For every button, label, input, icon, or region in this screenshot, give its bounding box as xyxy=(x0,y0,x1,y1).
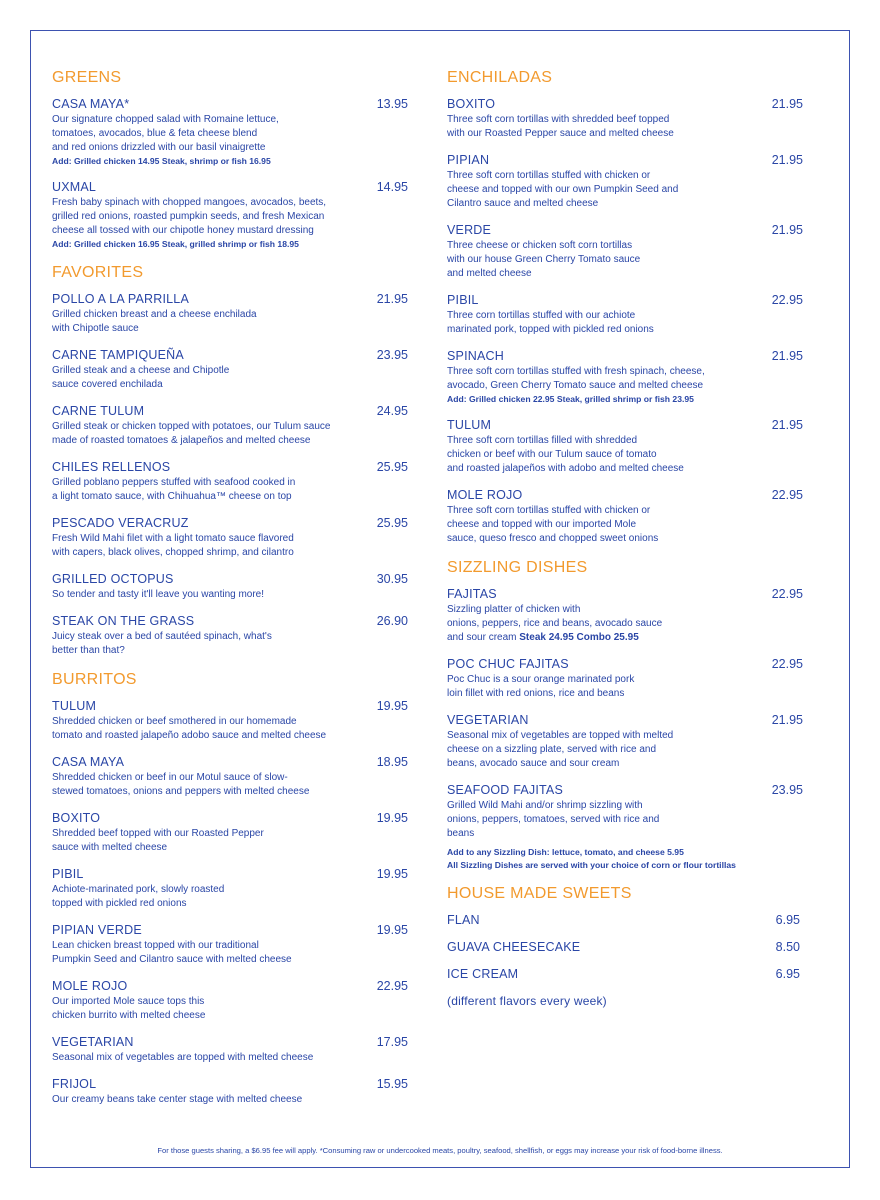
item-name: CHILES RELLENOS xyxy=(52,460,171,474)
description-line: Lean chicken breast topped with our traditional xyxy=(52,940,259,951)
menu-section-favorites xyxy=(52,263,408,658)
menu-item-header xyxy=(447,488,803,503)
item-price: 21.95 xyxy=(771,223,803,237)
description-line: Grilled steak or chicken topped with potatoes, our Tulum sauce xyxy=(52,421,331,432)
item-name: GRILLED OCTOPUS xyxy=(52,572,174,586)
item-price: 21.95 xyxy=(771,97,803,111)
item-description xyxy=(447,309,803,337)
section-title: FAVORITES xyxy=(52,264,144,281)
item-description xyxy=(52,476,408,504)
description-line: Three cheese or chicken soft corn tortillas xyxy=(447,240,633,251)
description-line: Shredded chicken or beef in our Motul sauce of slow- xyxy=(52,772,288,783)
add-on-note: Add: Grilled chicken 22.95 Steak, grilled shrimp or fish 23.95 xyxy=(447,394,694,404)
add-on-note: Add: Grilled chicken 16.95 Steak, grilled shrimp or fish 18.95 xyxy=(52,239,299,249)
item-name: UXMAL xyxy=(52,180,97,194)
description-line: and red onions drizzled with our basil vinaigrette xyxy=(52,142,266,153)
menu-item-vegetarian xyxy=(52,1035,408,1065)
item-description xyxy=(52,827,408,855)
menu-item-seafood-fajitas xyxy=(447,783,803,872)
description-line: a light tomato sauce, with Chihuahua™ cheese on top xyxy=(52,491,292,502)
section-title: BURRITOS xyxy=(52,671,137,688)
item-description xyxy=(447,603,803,645)
item-description xyxy=(52,771,408,799)
item-price: 21.95 xyxy=(771,349,803,363)
description-line: with capers, black olives, chopped shrimp, and cilantro xyxy=(52,547,294,558)
description-line: onions, peppers, tomatoes, served with rice and xyxy=(447,814,660,825)
item-name: POC CHUC FAJITAS xyxy=(447,657,569,671)
menu-item-spinach xyxy=(447,349,803,406)
menu-item-mole-rojo xyxy=(447,488,803,546)
menu-item-header xyxy=(447,940,803,955)
item-description xyxy=(52,420,408,448)
item-description xyxy=(52,1093,408,1107)
description-line: with Chipotle sauce xyxy=(52,323,139,334)
add-on-note: Add: Grilled chicken 14.95 Steak, shrimp or fish 16.95 xyxy=(52,156,271,166)
item-name: ICE CREAM xyxy=(447,967,519,981)
menu-item-carne-tulum xyxy=(52,404,408,448)
item-description xyxy=(52,308,408,336)
menu-item-frijol xyxy=(52,1077,408,1107)
section-title: ENCHILADAS xyxy=(447,69,553,86)
left-column xyxy=(52,68,408,1119)
description-line: sauce with melted cheese xyxy=(52,842,168,853)
item-description xyxy=(52,630,408,658)
description-line: Our signature chopped salad with Romaine lettuce, xyxy=(52,114,279,125)
item-description xyxy=(52,196,408,238)
menu-item-header xyxy=(447,967,803,982)
description-text: and sour cream xyxy=(447,632,517,643)
item-name: CASA MAYA xyxy=(52,755,125,769)
item-name: VEGETARIAN xyxy=(52,1035,134,1049)
menu-item-header xyxy=(52,348,408,363)
menu-item-header xyxy=(447,913,803,928)
menu-item-mole-rojo xyxy=(52,979,408,1023)
description-line: loin fillet with red onions, rice and beans xyxy=(447,688,625,699)
item-description xyxy=(52,939,408,967)
menu-item-header xyxy=(447,97,803,112)
description-line: Three soft corn tortillas stuffed with fresh spinach, cheese, xyxy=(447,366,705,377)
menu-item-header xyxy=(52,979,408,994)
menu-item-vegetarian xyxy=(447,713,803,771)
item-name: VERDE xyxy=(447,223,492,237)
item-price: 23.95 xyxy=(771,783,803,797)
description-line: Grilled Wild Mahi and/or shrimp sizzling with xyxy=(447,800,643,811)
description-line: cheese and topped with our imported Mole xyxy=(447,519,637,530)
description-line: Grilled steak and a cheese and Chipotle xyxy=(52,365,230,376)
description-line: Pumpkin Seed and Cilantro sauce with melted cheese xyxy=(52,954,292,965)
item-price: 24.95 xyxy=(376,404,408,418)
description-line: made of roasted tomatoes & jalapeños and melted cheese xyxy=(52,435,311,446)
description-line: Juicy steak over a bed of sautéed spinach, what's xyxy=(52,631,272,642)
item-price: 22.95 xyxy=(376,979,408,993)
item-description xyxy=(447,799,803,841)
description-line: tomato and roasted jalapeño adobo sauce and melted cheese xyxy=(52,730,327,741)
description-line: Fresh Wild Mahi filet with a light tomato sauce flavored xyxy=(52,533,294,544)
description-line: Three soft corn tortillas with shredded beef topped xyxy=(447,114,670,125)
menu-item-header xyxy=(52,614,408,629)
menu-item-header xyxy=(52,292,408,307)
menu-item-header xyxy=(447,223,803,238)
item-price: 21.95 xyxy=(376,292,408,306)
item-name: MOLE ROJO xyxy=(447,488,523,502)
menu-item-header xyxy=(52,867,408,882)
item-price: 21.95 xyxy=(771,153,803,167)
menu-item-header xyxy=(447,657,803,672)
item-description xyxy=(52,113,408,155)
item-price: 19.95 xyxy=(376,699,408,713)
menu-item-header xyxy=(52,180,408,195)
dessert-flan xyxy=(447,913,803,928)
menu-item-header xyxy=(447,587,803,602)
item-price: 21.95 xyxy=(771,418,803,432)
menu-section-sizzling-dishes xyxy=(447,558,803,872)
description-line: Seasonal mix of vegetables are topped with melted xyxy=(447,730,674,741)
add-on-note: All Sizzling Dishes are served with your choice of corn or flour tortillas xyxy=(447,860,736,870)
item-price: 25.95 xyxy=(376,460,408,474)
menu-item-pescado-veracruz xyxy=(52,516,408,560)
item-description xyxy=(52,995,408,1023)
item-price: 13.95 xyxy=(376,97,408,111)
item-name: CARNE TAMPIQUEÑA xyxy=(52,348,184,362)
item-price: 22.95 xyxy=(771,587,803,601)
item-price: 23.95 xyxy=(376,348,408,362)
menu-item-header xyxy=(52,811,408,826)
item-description xyxy=(447,365,803,393)
description-line: Shredded chicken or beef smothered in our homemade xyxy=(52,716,297,727)
item-name: TULUM xyxy=(52,699,97,713)
description-line: Three soft corn tortillas stuffed with chicken or xyxy=(447,505,651,516)
item-price: 22.95 xyxy=(771,293,803,307)
item-description xyxy=(447,239,803,281)
item-name: PIPIAN VERDE xyxy=(52,923,142,937)
item-price: 26.90 xyxy=(376,614,408,628)
menu-item-chiles-rellenos xyxy=(52,460,408,504)
menu-item-steak-on-the-grass xyxy=(52,614,408,658)
item-description xyxy=(447,169,803,211)
description-line xyxy=(447,631,803,645)
item-name: GUAVA CHEESECAKE xyxy=(447,940,581,954)
menu-item-header xyxy=(52,97,408,112)
description-line: Three soft corn tortillas stuffed with chicken or xyxy=(447,170,651,181)
item-price: 17.95 xyxy=(376,1035,408,1049)
menu-item-boxito xyxy=(447,97,803,141)
description-line: Poc Chuc is a sour orange marinated pork xyxy=(447,674,635,685)
item-description xyxy=(52,588,408,602)
item-price: 19.95 xyxy=(376,811,408,825)
description-line: Fresh baby spinach with chopped mangoes, avocados, beets, xyxy=(52,197,327,208)
item-name: MOLE ROJO xyxy=(52,979,128,993)
menu-item-pipian xyxy=(447,153,803,211)
item-price: 21.95 xyxy=(771,713,803,727)
menu-item-poc-chuc-fajitas xyxy=(447,657,803,701)
description-line: cheese on a sizzling plate, served with rice and xyxy=(447,744,657,755)
description-line: onions, peppers, rice and beans, avocado sauce xyxy=(447,618,663,629)
item-price: 22.95 xyxy=(771,657,803,671)
menu-item-header xyxy=(447,783,803,798)
item-description xyxy=(447,434,803,476)
menu-item-header xyxy=(52,572,408,587)
description-line: Shredded beef topped with our Roasted Pepper xyxy=(52,828,264,839)
menu-item-header xyxy=(52,404,408,419)
menu-item-pibil xyxy=(52,867,408,911)
item-name: FLAN xyxy=(447,913,480,927)
item-price: 30.95 xyxy=(376,572,408,586)
section-title: HOUSE MADE SWEETS xyxy=(447,885,632,902)
item-name: CARNE TULUM xyxy=(52,404,145,418)
menu-item-casa-maya xyxy=(52,97,408,168)
item-name: SEAFOOD FAJITAS xyxy=(447,783,563,797)
item-price: 19.95 xyxy=(376,923,408,937)
menu-item-fajitas xyxy=(447,587,803,645)
description-line: Sizzling platter of chicken with xyxy=(447,604,581,615)
item-price: 6.95 xyxy=(775,967,800,981)
description-line: avocado, Green Cherry Tomato sauce and melted cheese xyxy=(447,380,704,391)
menu-item-header xyxy=(52,699,408,714)
description-line: stewed tomatoes, onions and peppers with melted cheese xyxy=(52,786,310,797)
menu-item-grilled-octopus xyxy=(52,572,408,602)
description-line: beans xyxy=(447,828,475,839)
item-name: POLLO A LA PARRILLA xyxy=(52,292,189,306)
item-price: 18.95 xyxy=(376,755,408,769)
item-price: 6.95 xyxy=(775,913,800,927)
menu-item-pollo-a-la-parrilla xyxy=(52,292,408,336)
item-name: CASA MAYA* xyxy=(52,97,130,111)
menu-item-header xyxy=(52,923,408,938)
description-line: Seasonal mix of vegetables are topped with melted cheese xyxy=(52,1052,314,1063)
menu-item-carne-tampiquena xyxy=(52,348,408,392)
menu-item-boxito xyxy=(52,811,408,855)
item-description xyxy=(52,532,408,560)
section-title: GREENS xyxy=(52,69,122,86)
item-price: 15.95 xyxy=(376,1077,408,1091)
menu-item-pibil xyxy=(447,293,803,337)
menu-item-pipian-verde xyxy=(52,923,408,967)
add-on-notes xyxy=(447,846,803,872)
menu-section-house-made-sweets xyxy=(447,884,803,1009)
item-name: VEGETARIAN xyxy=(447,713,529,727)
item-price: 25.95 xyxy=(376,516,408,530)
description-line: better than that? xyxy=(52,645,125,656)
item-price: 22.95 xyxy=(771,488,803,502)
description-line: marinated pork, topped with pickled red onions xyxy=(447,324,654,335)
description-line: Grilled chicken breast and a cheese enchilada xyxy=(52,309,257,320)
menu-item-header xyxy=(447,293,803,308)
item-price: 19.95 xyxy=(376,867,408,881)
item-description xyxy=(52,715,408,743)
description-line: beans, avocado sauce and sour cream xyxy=(447,758,620,769)
menu-item-uxmal xyxy=(52,180,408,251)
item-name: TULUM xyxy=(447,418,492,432)
description-line: with our house Green Cherry Tomato sauce xyxy=(447,254,641,265)
menu-item-header xyxy=(447,418,803,433)
description-line: Three corn tortillas stuffed with our achiote xyxy=(447,310,636,321)
description-line: chicken or beef with our Tulum sauce of tomato xyxy=(447,449,657,460)
menu-section-enchiladas xyxy=(447,68,803,546)
item-description xyxy=(447,673,803,701)
add-on-note: Add to any Sizzling Dish: lettuce, tomato, and cheese 5.95 xyxy=(447,847,684,857)
item-description xyxy=(52,364,408,392)
dessert-ice-cream xyxy=(447,967,803,982)
item-price: 14.95 xyxy=(376,180,408,194)
menu-item-header xyxy=(447,349,803,364)
menu-item-header xyxy=(52,516,408,531)
menu-item-header xyxy=(52,755,408,770)
upgrade-price: Steak 24.95 Combo 25.95 xyxy=(519,632,639,643)
description-line: cheese and topped with our own Pumpkin Seed and xyxy=(447,184,679,195)
right-column xyxy=(447,68,803,1013)
item-description xyxy=(447,729,803,771)
menu-item-verde xyxy=(447,223,803,281)
item-name: BOXITO xyxy=(52,811,101,825)
menu-item-tulum xyxy=(447,418,803,476)
description-line: sauce covered enchilada xyxy=(52,379,163,390)
description-line: Our creamy beans take center stage with melted cheese xyxy=(52,1094,303,1105)
description-line: Grilled poblano peppers stuffed with seafood cooked in xyxy=(52,477,296,488)
description-line: Three soft corn tortillas filled with shredded xyxy=(447,435,638,446)
menu-item-header xyxy=(52,1077,408,1092)
item-price: 8.50 xyxy=(775,940,800,954)
description-line: So tender and tasty it'll leave you wanting more! xyxy=(52,589,265,600)
menu-item-header xyxy=(447,713,803,728)
dessert-note: (different flavors every week) xyxy=(447,994,607,1008)
item-description xyxy=(447,504,803,546)
section-title: SIZZLING DISHES xyxy=(447,559,588,576)
description-line: tomatoes, avocados, blue & feta cheese blend xyxy=(52,128,258,139)
menu-item-header xyxy=(52,460,408,475)
description-line: sauce, queso fresco and chopped sweet onions xyxy=(447,533,659,544)
item-name: FAJITAS xyxy=(447,587,497,601)
item-name: PIBIL xyxy=(447,293,479,307)
menu-item-casa-maya xyxy=(52,755,408,799)
dessert-guava-cheesecake xyxy=(447,940,803,955)
description-line: grilled red onions, roasted pumpkin seeds, and fresh Mexican xyxy=(52,211,325,222)
description-line: Our imported Mole sauce tops this xyxy=(52,996,205,1007)
item-name: FRIJOL xyxy=(52,1077,97,1091)
description-line: with our Roasted Pepper sauce and melted cheese xyxy=(447,128,674,139)
item-name: BOXITO xyxy=(447,97,496,111)
item-name: PESCADO VERACRUZ xyxy=(52,516,189,530)
description-line: Cilantro sauce and melted cheese xyxy=(447,198,599,209)
item-description xyxy=(447,113,803,141)
item-name: STEAK ON THE GRASS xyxy=(52,614,195,628)
item-description xyxy=(52,1051,408,1065)
item-name: PIBIL xyxy=(52,867,84,881)
menu-item-header xyxy=(52,1035,408,1050)
description-line: Achiote-marinated pork, slowly roasted xyxy=(52,884,225,895)
menu-section-burritos xyxy=(52,670,408,1107)
item-name: SPINACH xyxy=(447,349,504,363)
item-description xyxy=(52,883,408,911)
description-line: cheese all tossed with our chipotle honey mustard dressing xyxy=(52,225,314,236)
item-name: PIPIAN xyxy=(447,153,490,167)
menu-item-header xyxy=(447,153,803,168)
description-line: chicken burrito with melted cheese xyxy=(52,1010,206,1021)
description-line: topped with pickled red onions xyxy=(52,898,187,909)
footer-disclaimer: For those guests sharing, a $6.95 fee will apply. *Consuming raw or undercooked meats, poultry, seafood, shellfish, or eggs may increase your risk of food-borne illness. xyxy=(157,1146,723,1155)
description-line: and melted cheese xyxy=(447,268,532,279)
description-line: and roasted jalapeños with adobo and melted cheese xyxy=(447,463,684,474)
menu-section-greens xyxy=(52,68,408,251)
menu-item-tulum xyxy=(52,699,408,743)
